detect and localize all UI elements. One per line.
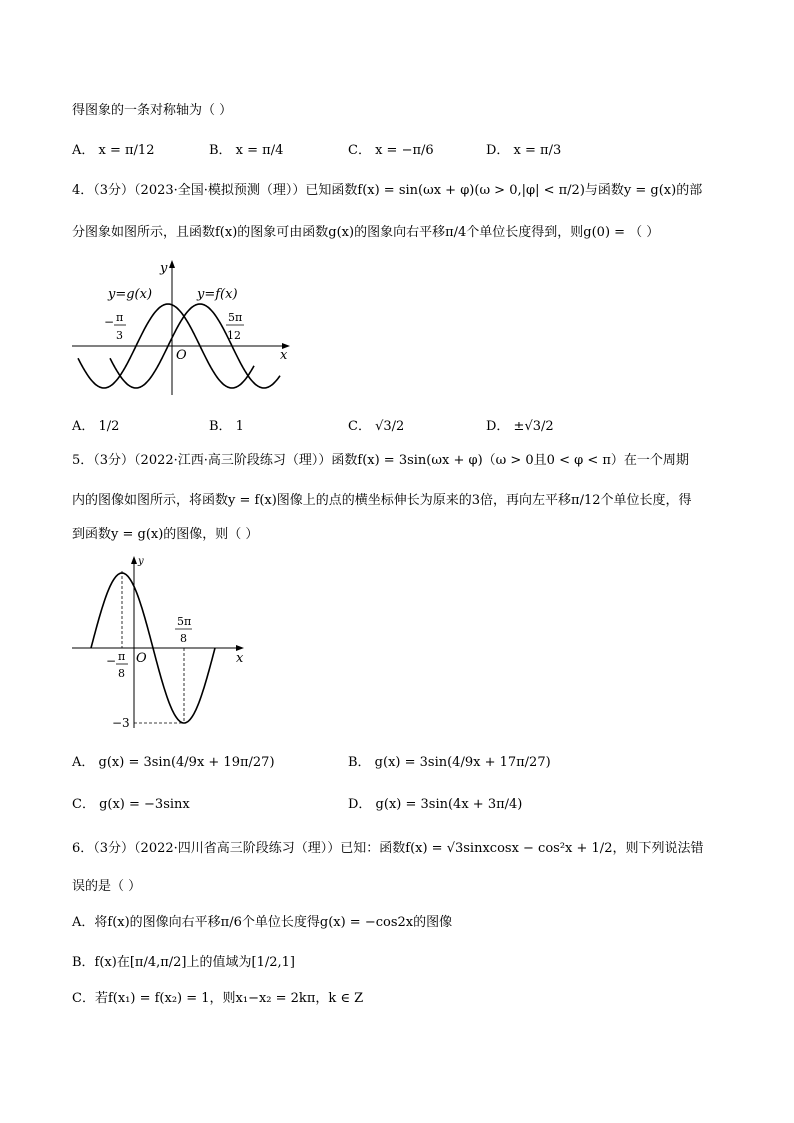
q5-option-c[interactable]: C． g(x) = −3sinx xyxy=(72,797,190,812)
q4-option-b[interactable]: B． 1 xyxy=(209,419,244,434)
tick-left-den: 3 xyxy=(116,329,123,342)
q3-option-c[interactable]: C． x = −π/6 xyxy=(348,143,434,158)
q3-option-b[interactable]: B． x = π/4 xyxy=(209,143,284,158)
y-axis-arrow xyxy=(169,260,175,268)
q6-option-a[interactable]: A．将f(x)的图像向右平移π/6个单位长度得g(x) = −cos2x的图像 xyxy=(72,915,453,930)
label-g: y=g(x) xyxy=(108,287,153,302)
tick-right-num: 5π xyxy=(228,311,243,324)
tick-left-minus: − xyxy=(106,654,117,668)
q3-option-a[interactable]: A． x = π/12 xyxy=(72,143,155,158)
tick-left-den: 8 xyxy=(118,667,125,680)
q6-stem-line1: 6．（3分）（2022·四川省高三阶段练习（理））已知：函数f(x) = √3sinxcosx − cos²x + 1/2，则下列说法错 xyxy=(72,841,704,856)
origin-label: O xyxy=(176,348,187,363)
y-axis-label: y xyxy=(138,556,144,567)
q6-option-c[interactable]: C．若f(x₁) = f(x₂) = 1，则x₁−x₂ = 2kπ，k ∈ Z xyxy=(72,991,364,1006)
q4-graph-figure xyxy=(68,255,300,400)
q3-option-d[interactable]: D． x = π/3 xyxy=(486,143,562,158)
tick-right-den: 8 xyxy=(180,632,187,645)
tick-right-den: 12 xyxy=(227,329,241,342)
q4-option-a[interactable]: A． 1/2 xyxy=(72,419,120,434)
q4-stem-line1: 4．（3分）（2023·全国·模拟预测（理））已知函数f(x) = sin(ωx + φ)(ω > 0,|φ| < π/2)与函数y = g(x)的部 xyxy=(72,183,703,198)
tick-left-num: π xyxy=(118,650,126,663)
min-value-label: −3 xyxy=(112,716,130,730)
tick-left-minus: − xyxy=(104,315,115,329)
q4-stem-line2: 分图象如图所示，且函数f(x)的图象可由函数g(x)的图象向右平移π/4个单位长度得到，则g(0) = （ ） xyxy=(72,225,660,240)
q6-stem-line2: 误的是（ ） xyxy=(72,879,142,894)
q6-option-b[interactable]: B．f(x)在[π/4,π/2]上的值域为[1/2,1] xyxy=(72,955,295,970)
q3-stem-tail: 得图象的一条对称轴为（ ） xyxy=(72,103,233,118)
tick-left-num: π xyxy=(116,311,124,324)
q4-option-c[interactable]: C． √3/2 xyxy=(348,419,405,434)
origin-label: O xyxy=(136,651,147,666)
q5-stem-line3: 到函数y = g(x)的图像，则（ ） xyxy=(72,527,259,542)
q5-option-b[interactable]: B． g(x) = 3sin(4/9x + 17π/27) xyxy=(348,755,551,770)
q5-stem-line1: 5．（3分）（2022·江西·高三阶段练习（理））函数f(x) = 3sin(ωx + φ)（ω > 0且0 < φ < π）在一个周期 xyxy=(72,453,689,468)
tick-right-num: 5π xyxy=(177,615,192,628)
q5-option-a[interactable]: A． g(x) = 3sin(4/9x + 19π/27) xyxy=(72,755,275,770)
x-axis-label: x xyxy=(280,348,288,363)
q5-graph-figure xyxy=(68,552,250,732)
q4-option-d[interactable]: D． ±√3/2 xyxy=(486,419,554,434)
label-f: y=f(x) xyxy=(197,287,238,302)
q5-stem-line2: 内的图像如图所示，将函数y = f(x)图像上的点的横坐标伸长为原来的3倍，再向左平移π/12个单位长度，得 xyxy=(72,493,692,508)
x-axis-label: x xyxy=(236,651,244,666)
y-axis-arrow xyxy=(131,556,137,564)
q5-option-d[interactable]: D． g(x) = 3sin(4x + 3π/4) xyxy=(348,797,523,812)
y-axis-label: y xyxy=(160,261,168,276)
